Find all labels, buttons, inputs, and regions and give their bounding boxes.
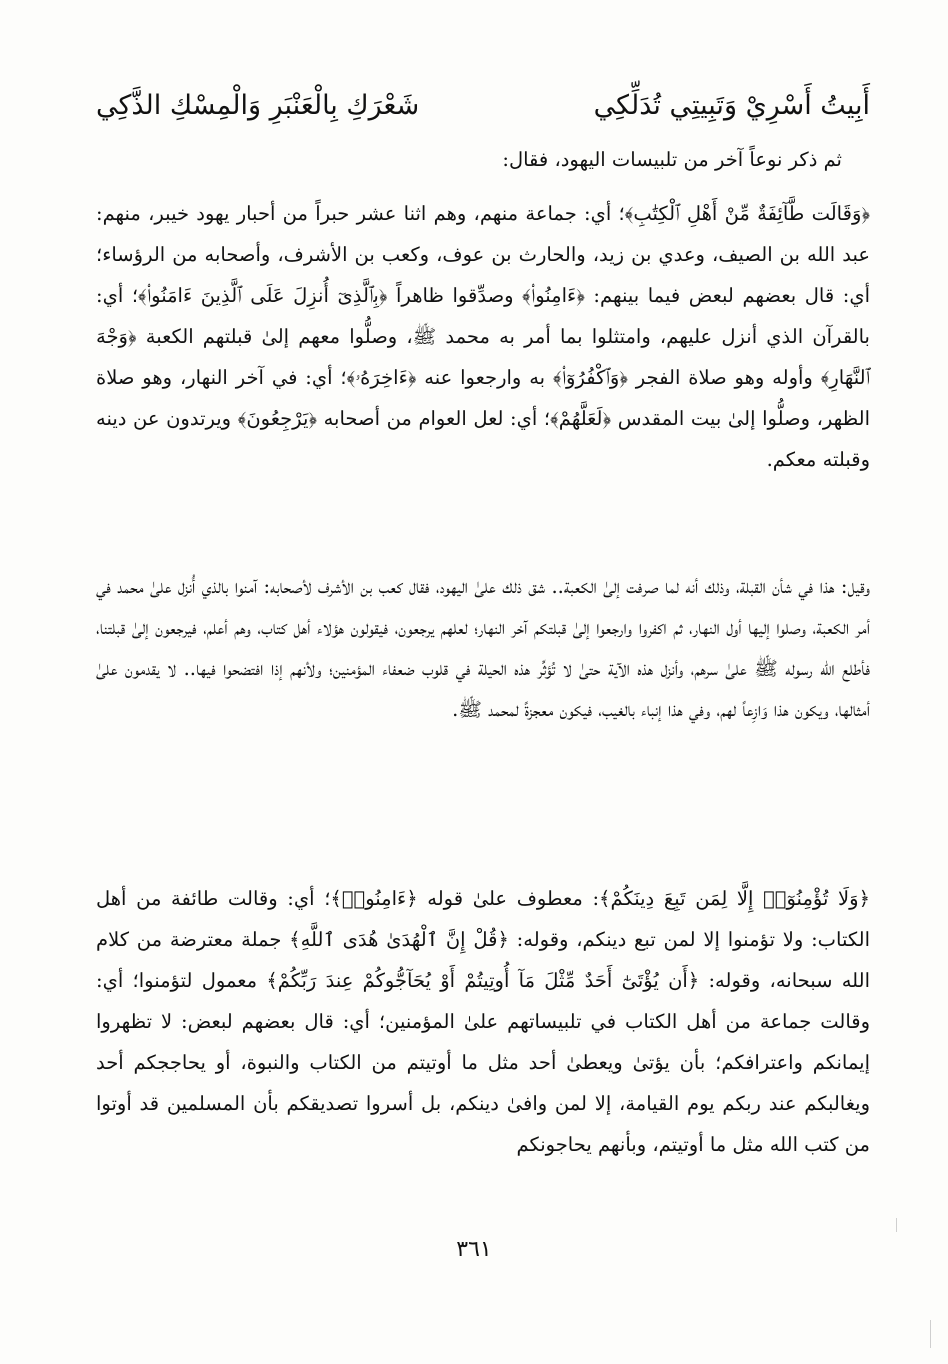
scan-mark (896, 1218, 897, 1232)
paragraph-tafsir-3: ﴿وَلَا تُؤْمِنُوٓا۟ إِلَّا لِمَن تَبِعَ دِينَكُمْ﴾: معطوف علىٰ قوله ﴿ءَامِنُوا۟﴾؛ أي: وقالت طائفة من أهل الكتاب: ولا تؤمنوا إلا لمن تبع دينكم، وقوله: ﴿قُلْ إِنَّ ٱلْهُدَىٰ هُدَى ٱللَّهِ﴾ جملة معترضة من كلام الله سبحانه، وقوله: ﴿أَن يُؤْتَىٰٓ أَحَدٌ مِّثْلَ مَآ أُوتِيتُمْ أَوْ يُحَآجُّوكُمْ عِندَ رَبِّكُمْ﴾ معمول لتؤمنوا؛ أي: وقالت جماعة من أهل الكتاب في تلبيساتهم علىٰ المؤمنين؛ أي: قال بعضهم لبعض: لا تظهروا إيمانكم واعترافكم؛ بأن يؤتىٰ ويعطىٰ أحد مثل ما أوتيتم من الكتاب والنبوة، أو يحاججكم أحد ويغالبكم عند ربكم يوم القيامة، إلا لمن وافىٰ دينكم، بل أسروا تصديقكم بأن المسلمين قد أوتوا من كتب الله مثل ما أوتيتم، وبأنهم يحاجونكم (96, 887, 870, 1156)
scan-mark (930, 1320, 931, 1348)
poem-left-hemistich: شَعْرَكِ بِالْعَنْبَرِ وَالْمِسْكِ الذَّكِي (96, 90, 420, 121)
intro-line: ثم ذكر نوعاً آخر من تلبيسات اليهود، فقال: (502, 148, 842, 171)
poem-right-hemistich: أَبِيتُ أَسْرِيْ وَتَبِيتِي تُدَلِّكِي (593, 90, 870, 121)
paragraph-tafsir-1: ﴿وَقَالَت طَّآئِفَةٌ مِّنْ أَهْلِ ٱلْكِتَٰبِ﴾؛ أي: جماعة منهم، وهم اثنا عشر حبراً من أحبار يهود خيبر، منهم: عبد الله بن الصيف، وعدي بن زيد، والحارث بن عوف، وكعب بن الأشرف، وأصحابه من الرؤساء؛ أي: قال بعضهم لبعض فيما بينهم: ﴿ءَامِنُوا۟﴾ وصدِّقوا ظاهراً ﴿بِٱلَّذِىٓ أُنزِلَ عَلَى ٱلَّذِينَ ءَامَنُوا۟﴾؛ أي: بالقرآن الذي أنزل عليهم، وامتثلوا بما أمر به محمد ﷺ، وصلُّوا معهم إلىٰ قبلتهم الكعبة ﴿وَجْهَ ٱلنَّهَارِ﴾ وأوله وهو صلاة الفجر ﴿وَٱكْفُرُوٓا۟﴾ به وارجعوا عنه ﴿ءَاخِرَهُۥ﴾؛ أي: في آخر النهار، وهو صلاة الظهر، وصلُّوا إلىٰ بيت المقدس ﴿لَعَلَّهُمْ﴾؛ أي: لعل العوام من أصحابه ﴿يَرْجِعُونَ﴾ ويرتدون عن دينه وقبلته معكم. (96, 202, 870, 471)
poem-verse (96, 76, 870, 136)
paragraph-tafsir-2: وقيل: هذا في شأن القبلة، وذلك أنه لما صرفت إلىٰ الكعبة.. شق ذلك علىٰ اليهود، فقال كعب بن الأشرف لأصحابه: آمنوا بالذي أُنزل علىٰ محمد في أمر الكعبة، وصلوا إليها أول النهار، ثم اكفروا وارجعوا إلىٰ قبلتكم آخر النهار؛ لعلهم يرجعون، فيقولون هؤلاء أهل كتاب، وهم أعلم، فيرجعون إلىٰ قبلتنا، فأطلع الله رسوله ﷺ علىٰ سرهم، وأنزل هذه الآية حتىٰ لا تُؤثِّر هذه الحيلة في قلوب ضعفاء المؤمنين؛ ولأنهم إذا افتضحوا فيها.. لا يقدمون علىٰ أمثالها، ويكون هذا وَازِعاً لهم، وفي هذا إنباء بالغيب، فيكون معجزةً لمحمد ﷺ. (96, 575, 870, 721)
page-number: ٣٦١ (456, 1237, 492, 1262)
